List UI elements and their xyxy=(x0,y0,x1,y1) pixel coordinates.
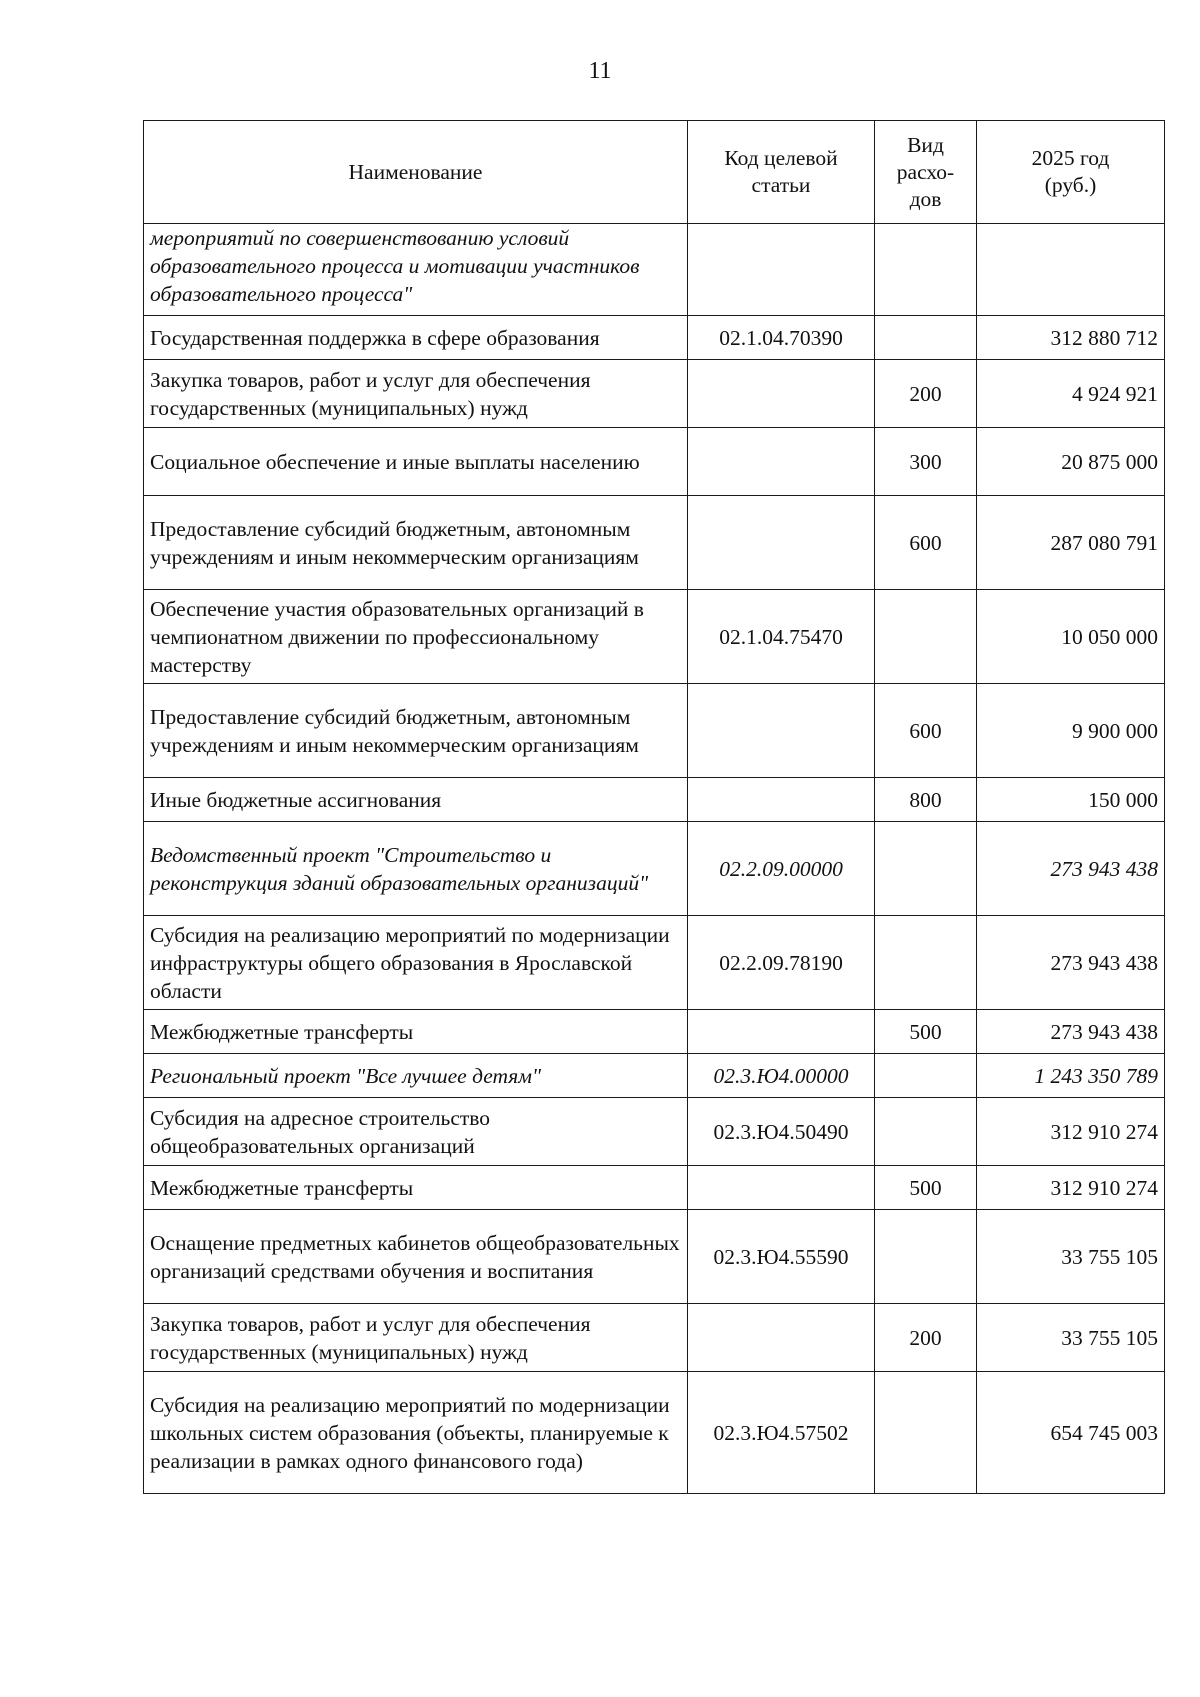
table-row xyxy=(144,1210,1165,1304)
cell-code: 02.1.04.75470 xyxy=(688,590,875,684)
table-body xyxy=(144,224,1165,1494)
cell-name: Предоставление субсидий бюджетным, автономным учреждениям и иным некоммерческим организациям xyxy=(144,496,688,590)
cell-code xyxy=(688,496,875,590)
cell-expense-type xyxy=(875,316,977,360)
table-row xyxy=(144,316,1165,360)
cell-code xyxy=(688,360,875,428)
cell-expense-type: 200 xyxy=(875,1304,977,1372)
cell-name: Обеспечение участия образовательных организаций в чемпионатном движении по профессиональному мастерству xyxy=(144,590,688,684)
cell-code xyxy=(688,1304,875,1372)
cell-code: 02.3.Ю4.57502 xyxy=(688,1372,875,1494)
cell-expense-type: 200 xyxy=(875,360,977,428)
table-header xyxy=(144,121,1165,224)
cell-expense-type xyxy=(875,1372,977,1494)
cell-expense-type xyxy=(875,1210,977,1304)
cell-name: Закупка товаров, работ и услуг для обеспечения государственных (муниципальных) нужд xyxy=(144,1304,688,1372)
cell-expense-type xyxy=(875,1054,977,1098)
cell-name: Оснащение предметных кабинетов общеобразовательных организаций средствами обучения и воспитания xyxy=(144,1210,688,1304)
cell-name: Иные бюджетные ассигнования xyxy=(144,778,688,822)
cell-code xyxy=(688,778,875,822)
cell-code: 02.3.Ю4.50490 xyxy=(688,1098,875,1166)
table-row xyxy=(144,496,1165,590)
cell-expense-type: 600 xyxy=(875,496,977,590)
header-sum: 2025 год (руб.) xyxy=(977,121,1165,224)
cell-sum xyxy=(977,224,1165,316)
cell-sum: 20 875 000 xyxy=(977,428,1165,496)
cell-sum: 273 943 438 xyxy=(977,1010,1165,1054)
cell-code xyxy=(688,684,875,778)
header-row xyxy=(144,121,1165,224)
cell-code: 02.2.09.00000 xyxy=(688,822,875,916)
cell-code xyxy=(688,428,875,496)
cell-name: Субсидия на адресное строительство общеобразовательных организаций xyxy=(144,1098,688,1166)
cell-code xyxy=(688,1166,875,1210)
cell-code: 02.3.Ю4.00000 xyxy=(688,1054,875,1098)
budget-table xyxy=(143,120,1165,1494)
cell-code: 02.3.Ю4.55590 xyxy=(688,1210,875,1304)
cell-name: Межбюджетные трансферты xyxy=(144,1166,688,1210)
cell-name: Региональный проект "Все лучшее детям" xyxy=(144,1054,688,1098)
table-row xyxy=(144,1010,1165,1054)
page-number: 11 xyxy=(588,58,612,84)
table-row xyxy=(144,1166,1165,1210)
cell-name: Закупка товаров, работ и услуг для обеспечения государственных (муниципальных) нужд xyxy=(144,360,688,428)
table-row xyxy=(144,916,1165,1010)
cell-sum: 9 900 000 xyxy=(977,684,1165,778)
table-row xyxy=(144,1054,1165,1098)
table-row xyxy=(144,224,1165,316)
cell-expense-type xyxy=(875,1098,977,1166)
table-row xyxy=(144,590,1165,684)
cell-sum: 33 755 105 xyxy=(977,1304,1165,1372)
cell-sum: 287 080 791 xyxy=(977,496,1165,590)
cell-expense-type xyxy=(875,916,977,1010)
table-row xyxy=(144,1372,1165,1494)
table-row xyxy=(144,684,1165,778)
cell-sum: 312 910 274 xyxy=(977,1098,1165,1166)
header-name: Наименование xyxy=(144,121,688,224)
cell-expense-type: 500 xyxy=(875,1010,977,1054)
table-row xyxy=(144,360,1165,428)
cell-code xyxy=(688,1010,875,1054)
header-code: Код целевой статьи xyxy=(688,121,875,224)
cell-expense-type: 800 xyxy=(875,778,977,822)
cell-name: Государственная поддержка в сфере образования xyxy=(144,316,688,360)
cell-name: мероприятий по совершенствованию условий образовательного процесса и мотивации участников образовательного процесса" xyxy=(144,224,688,316)
header-expense-type: Вид расхо- дов xyxy=(875,121,977,224)
cell-code xyxy=(688,224,875,316)
cell-name: Предоставление субсидий бюджетным, автономным учреждениям и иным некоммерческим организациям xyxy=(144,684,688,778)
cell-name: Социальное обеспечение и иные выплаты населению xyxy=(144,428,688,496)
cell-code: 02.2.09.78190 xyxy=(688,916,875,1010)
table-row xyxy=(144,1304,1165,1372)
cell-sum: 4 924 921 xyxy=(977,360,1165,428)
cell-sum: 312 880 712 xyxy=(977,316,1165,360)
cell-name: Субсидия на реализацию мероприятий по модернизации инфраструктуры общего образования в Ярославской области xyxy=(144,916,688,1010)
cell-expense-type xyxy=(875,224,977,316)
table-row xyxy=(144,428,1165,496)
cell-sum: 654 745 003 xyxy=(977,1372,1165,1494)
table-row xyxy=(144,1098,1165,1166)
cell-expense-type xyxy=(875,822,977,916)
cell-sum: 10 050 000 xyxy=(977,590,1165,684)
cell-expense-type xyxy=(875,590,977,684)
cell-expense-type: 600 xyxy=(875,684,977,778)
cell-sum: 273 943 438 xyxy=(977,822,1165,916)
table-row xyxy=(144,822,1165,916)
cell-expense-type: 300 xyxy=(875,428,977,496)
cell-name: Межбюджетные трансферты xyxy=(144,1010,688,1054)
cell-code: 02.1.04.70390 xyxy=(688,316,875,360)
cell-name: Субсидия на реализацию мероприятий по модернизации школьных систем образования (объекты, планируемые к реализации в рамках одного финансового года) xyxy=(144,1372,688,1494)
cell-sum: 33 755 105 xyxy=(977,1210,1165,1304)
cell-sum: 1 243 350 789 xyxy=(977,1054,1165,1098)
cell-sum: 273 943 438 xyxy=(977,916,1165,1010)
cell-sum: 312 910 274 xyxy=(977,1166,1165,1210)
cell-name: Ведомственный проект "Строительство и реконструкция зданий образовательных организаций" xyxy=(144,822,688,916)
table-row xyxy=(144,778,1165,822)
cell-sum: 150 000 xyxy=(977,778,1165,822)
cell-expense-type: 500 xyxy=(875,1166,977,1210)
